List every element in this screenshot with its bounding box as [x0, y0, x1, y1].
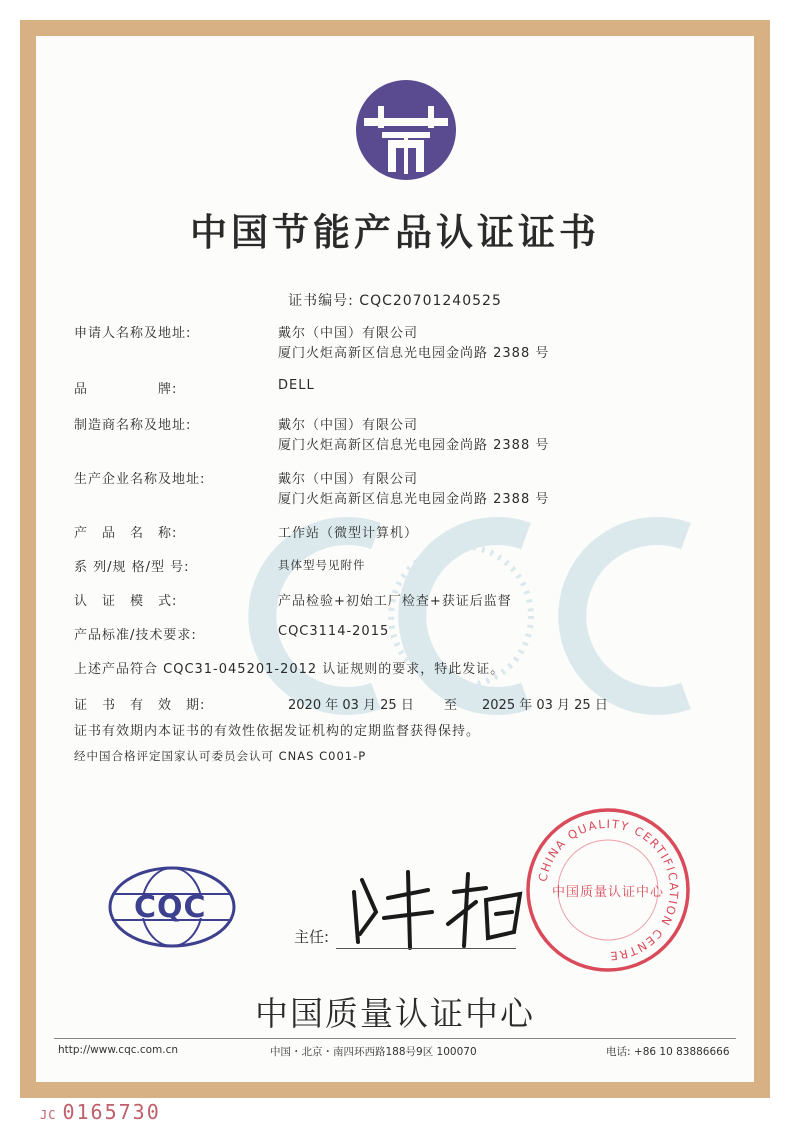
manufacturer-name: 戴尔（中国）有限公司 [278, 418, 419, 433]
producer-label: 生产企业名称及地址: [74, 472, 206, 487]
footer-divider [54, 1038, 736, 1039]
applicant-name: 戴尔（中国）有限公司 [278, 326, 419, 341]
certification-seal [524, 806, 692, 974]
energy-certification-logo [354, 78, 458, 182]
seal-outer-text: CHINA QUALITY CERTIFICATION CENTRE [535, 816, 682, 964]
brand-label: 品 牌: [74, 382, 178, 397]
serial-value: 0165730 [62, 1100, 161, 1124]
footer-address: 中国・北京・南四环西路188号9区 100070 [270, 1046, 477, 1058]
accreditation-note: 经中国合格评定国家认可委员会认可 CNAS C001-P [74, 749, 367, 763]
compliance-statement: 上述产品符合 CQC31-045201-2012 认证规则的要求，特此发证。 [74, 662, 505, 677]
cqc-logo-text: CQC [134, 890, 207, 925]
model-label: 系 列/规 格/型 号: [74, 560, 190, 575]
director-signature [336, 862, 536, 952]
certificate-number [36, 290, 754, 310]
applicant-address: 厦门火炬高新区信息光电园金尚路 2388 号 [278, 346, 550, 361]
footer-website[interactable]: http://www.cqc.com.cn [58, 1044, 179, 1056]
validity-to-word: 至 [444, 698, 458, 713]
serial-number [40, 1100, 161, 1124]
footer-phone [606, 1044, 730, 1059]
footer-phone-number: +86 10 83886666 [633, 1046, 730, 1058]
cqc-logo [108, 866, 236, 948]
certificate-paper [36, 36, 754, 1082]
serial-prefix: JC [40, 1108, 57, 1122]
signature-line [336, 948, 516, 949]
standard-value: CQC3114-2015 [278, 624, 390, 639]
validity-to: 2025 年 03 月 25 日 [482, 698, 608, 713]
producer-address: 厦门火炬高新区信息光电园金尚路 2388 号 [278, 492, 550, 507]
applicant-label: 申请人名称及地址: [74, 326, 192, 341]
director-label: 主任: [294, 928, 330, 946]
manufacturer-label: 制造商名称及地址: [74, 418, 192, 433]
model-value: 具体型号见附件 [278, 558, 366, 572]
standard-label: 产品标准/技术要求: [74, 628, 197, 643]
issuing-organization: 中国质量认证中心 [255, 994, 535, 1033]
footer-phone-label: 电话: [606, 1046, 631, 1058]
seal-inner-text: 中国质量认证中心 [551, 885, 665, 900]
brand-value: DELL [278, 378, 315, 393]
validity-from: 2020 年 03 月 25 日 [288, 698, 414, 713]
certificate-number-label: 证书编号: [288, 293, 354, 309]
product-name-value: 工作站（微型计算机） [278, 526, 419, 541]
producer-name: 戴尔（中国）有限公司 [278, 472, 419, 487]
certificate-frame [20, 20, 770, 1098]
validity-note: 证书有效期内本证书的有效性依据发证机构的定期监督获得保持。 [74, 724, 481, 739]
certification-mode-label: 认 证 模 式: [74, 594, 178, 609]
product-name-label: 产 品 名 称: [74, 526, 178, 541]
manufacturer-address: 厦门火炬高新区信息光电园金尚路 2388 号 [278, 438, 550, 453]
validity-label: 证 书 有 效 期: [74, 698, 206, 713]
certificate-title: 中国节能产品认证证书 [190, 211, 600, 254]
certification-mode-value: 产品检验+初始工厂检查+获证后监督 [278, 594, 512, 609]
certificate-number-value: CQC20701240525 [359, 293, 502, 309]
